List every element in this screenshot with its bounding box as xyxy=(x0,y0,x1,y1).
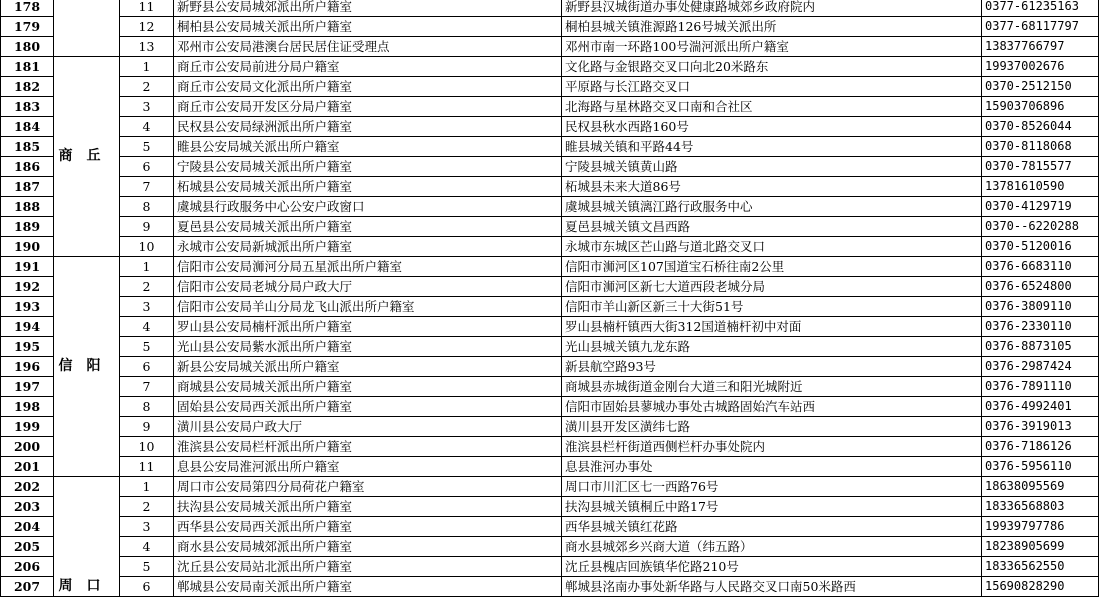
row-number: 200 xyxy=(1,437,54,457)
table-row xyxy=(1,477,1099,497)
office-address: 沈丘县槐店回族镇华佗路210号 xyxy=(562,557,982,577)
city-index: 1 xyxy=(120,257,174,277)
office-phone: 0370-8526044 xyxy=(982,117,1099,137)
city-index: 8 xyxy=(120,397,174,417)
table-row xyxy=(1,497,1099,517)
office-phone: 0370-8118068 xyxy=(982,137,1099,157)
city-index: 9 xyxy=(120,217,174,237)
office-name: 息县公安局淮河派出所户籍室 xyxy=(174,457,562,477)
office-name: 潢川县公安局户政大厅 xyxy=(174,417,562,437)
table-row xyxy=(1,177,1099,197)
row-number: 201 xyxy=(1,457,54,477)
office-address: 信阳市浉河区新七大道西段老城分局 xyxy=(562,277,982,297)
row-number: 193 xyxy=(1,297,54,317)
city-index: 11 xyxy=(120,457,174,477)
city-cell xyxy=(54,0,120,57)
table-row xyxy=(1,157,1099,177)
office-phone: 18336562550 xyxy=(982,557,1099,577)
office-phone: 0376-3919013 xyxy=(982,417,1099,437)
office-address: 宁陵县城关镇黄山路 xyxy=(562,157,982,177)
row-number: 207 xyxy=(1,577,54,597)
office-address: 周口市川汇区七一西路76号 xyxy=(562,477,982,497)
office-phone: 18238905699 xyxy=(982,537,1099,557)
office-phone: 15903706896 xyxy=(982,97,1099,117)
office-address: 夏邑县城关镇文昌西路 xyxy=(562,217,982,237)
office-address: 淮滨县栏杆街道西侧栏杆办事处院内 xyxy=(562,437,982,457)
city-index: 5 xyxy=(120,337,174,357)
office-address: 文化路与金银路交叉口向北20米路东 xyxy=(562,57,982,77)
office-name: 信阳市公安局羊山分局龙飞山派出所户籍室 xyxy=(174,297,562,317)
office-address: 新县航空路93号 xyxy=(562,357,982,377)
office-address: 虞城县城关镇漓江路行政服务中心 xyxy=(562,197,982,217)
office-phone: 0370-7815577 xyxy=(982,157,1099,177)
row-number: 184 xyxy=(1,117,54,137)
row-number: 187 xyxy=(1,177,54,197)
office-phone: 0376-2330110 xyxy=(982,317,1099,337)
row-number: 182 xyxy=(1,77,54,97)
city-index: 4 xyxy=(120,317,174,337)
table-row xyxy=(1,117,1099,137)
office-name: 沈丘县公安局站北派出所户籍室 xyxy=(174,557,562,577)
office-name: 夏邑县公安局城关派出所户籍室 xyxy=(174,217,562,237)
city-index: 6 xyxy=(120,357,174,377)
office-address: 睢县城关镇和平路44号 xyxy=(562,137,982,157)
office-address: 邓州市南一环路100号湍河派出所户籍室 xyxy=(562,37,982,57)
row-number: 188 xyxy=(1,197,54,217)
office-address: 信阳市浉河区107国道宝石桥往南2公里 xyxy=(562,257,982,277)
office-phone: 15690828290 xyxy=(982,577,1099,597)
office-phone: 0376-2987424 xyxy=(982,357,1099,377)
city-index: 2 xyxy=(120,277,174,297)
office-phone: 18638095569 xyxy=(982,477,1099,497)
office-phone: 0376-3809110 xyxy=(982,297,1099,317)
city-cell: 信阳 xyxy=(54,257,120,477)
office-phone: 13837766797 xyxy=(982,37,1099,57)
office-name: 扶沟县公安局城关派出所户籍室 xyxy=(174,497,562,517)
row-number: 178 xyxy=(1,0,54,17)
office-address: 息县淮河办事处 xyxy=(562,457,982,477)
office-phone: 0376-5956110 xyxy=(982,457,1099,477)
table-row xyxy=(1,217,1099,237)
row-number: 181 xyxy=(1,57,54,77)
office-address: 光山县城关镇九龙东路 xyxy=(562,337,982,357)
row-number: 205 xyxy=(1,537,54,557)
table-row xyxy=(1,437,1099,457)
office-name: 固始县公安局西关派出所户籍室 xyxy=(174,397,562,417)
city-index: 5 xyxy=(120,557,174,577)
office-name: 罗山县公安局楠杆派出所户籍室 xyxy=(174,317,562,337)
city-index: 2 xyxy=(120,497,174,517)
office-address: 商城县赤城街道金刚台大道三和阳光城附近 xyxy=(562,377,982,397)
office-address: 北海路与星林路交叉口南和合社区 xyxy=(562,97,982,117)
row-number: 195 xyxy=(1,337,54,357)
table-row xyxy=(1,77,1099,97)
office-phone: 19939797786 xyxy=(982,517,1099,537)
table-row xyxy=(1,357,1099,377)
office-name: 民权县公安局绿洲派出所户籍室 xyxy=(174,117,562,137)
office-name: 商城县公安局城关派出所户籍室 xyxy=(174,377,562,397)
office-name: 睢县公安局城关派出所户籍室 xyxy=(174,137,562,157)
table-row xyxy=(1,237,1099,257)
city-index: 10 xyxy=(120,237,174,257)
office-name: 永城市公安局新城派出所户籍室 xyxy=(174,237,562,257)
office-phone: 0370-4129719 xyxy=(982,197,1099,217)
office-phone: 0370-5120016 xyxy=(982,237,1099,257)
office-address: 民权县秋水西路160号 xyxy=(562,117,982,137)
table-row xyxy=(1,317,1099,337)
city-index: 1 xyxy=(120,57,174,77)
office-phone: 0377-61235163 xyxy=(982,0,1099,17)
office-phone: 0376-8873105 xyxy=(982,337,1099,357)
office-name: 商丘市公安局文化派出所户籍室 xyxy=(174,77,562,97)
office-phone: 0376-7186126 xyxy=(982,437,1099,457)
office-address: 商水县城郊乡兴商大道（纬五路） xyxy=(562,537,982,557)
office-name: 宁陵县公安局城关派出所户籍室 xyxy=(174,157,562,177)
city-index: 13 xyxy=(120,37,174,57)
office-phone: 0376-6683110 xyxy=(982,257,1099,277)
row-number: 204 xyxy=(1,517,54,537)
table-row xyxy=(1,457,1099,477)
row-number: 192 xyxy=(1,277,54,297)
office-phone: 0370--6220288 xyxy=(982,217,1099,237)
office-phone: 0377-68117797 xyxy=(982,17,1099,37)
office-name: 郸城县公安局南关派出所户籍室 xyxy=(174,577,562,597)
city-index: 7 xyxy=(120,177,174,197)
row-number: 199 xyxy=(1,417,54,437)
table-row xyxy=(1,337,1099,357)
city-index: 6 xyxy=(120,577,174,597)
city-index: 3 xyxy=(120,517,174,537)
city-index: 3 xyxy=(120,97,174,117)
city-index: 4 xyxy=(120,117,174,137)
row-number: 206 xyxy=(1,557,54,577)
city-index: 10 xyxy=(120,437,174,457)
office-address: 扶沟县城关镇桐丘中路17号 xyxy=(562,497,982,517)
office-address: 罗山县楠杆镇西大街312国道楠杆初中对面 xyxy=(562,317,982,337)
table-row xyxy=(1,57,1099,77)
row-number: 196 xyxy=(1,357,54,377)
row-number: 198 xyxy=(1,397,54,417)
office-phone: 0370-2512150 xyxy=(982,77,1099,97)
table-row xyxy=(1,297,1099,317)
office-phone: 0376-7891110 xyxy=(982,377,1099,397)
table-row xyxy=(1,417,1099,437)
city-index: 9 xyxy=(120,417,174,437)
office-name: 光山县公安局紫水派出所户籍室 xyxy=(174,337,562,357)
office-phone: 0376-4992401 xyxy=(982,397,1099,417)
row-number: 191 xyxy=(1,257,54,277)
row-number: 183 xyxy=(1,97,54,117)
office-address: 新野县汉城街道办事处健康路城郊乡政府院内 xyxy=(562,0,982,17)
office-phone: 19937002676 xyxy=(982,57,1099,77)
row-number: 202 xyxy=(1,477,54,497)
city-index: 3 xyxy=(120,297,174,317)
office-address: 永城市东城区芒山路与道北路交叉口 xyxy=(562,237,982,257)
city-index: 5 xyxy=(120,137,174,157)
row-number: 189 xyxy=(1,217,54,237)
office-name: 柘城县公安局城关派出所户籍室 xyxy=(174,177,562,197)
office-name: 新县公安局城关派出所户籍室 xyxy=(174,357,562,377)
row-number: 179 xyxy=(1,17,54,37)
row-number: 180 xyxy=(1,37,54,57)
table-row xyxy=(1,577,1099,597)
office-name: 虞城县行政服务中心公安户政窗口 xyxy=(174,197,562,217)
office-name: 商水县公安局城郊派出所户籍室 xyxy=(174,537,562,557)
table-row xyxy=(1,257,1099,277)
office-address: 信阳市羊山新区新三十大街51号 xyxy=(562,297,982,317)
table-row xyxy=(1,17,1099,37)
city-index: 6 xyxy=(120,157,174,177)
city-index: 7 xyxy=(120,377,174,397)
row-number: 185 xyxy=(1,137,54,157)
office-phone: 0376-6524800 xyxy=(982,277,1099,297)
city-index: 4 xyxy=(120,537,174,557)
office-address: 桐柏县城关镇淮源路126号城关派出所 xyxy=(562,17,982,37)
office-phone: 18336568803 xyxy=(982,497,1099,517)
row-number: 186 xyxy=(1,157,54,177)
city-index: 2 xyxy=(120,77,174,97)
office-name: 信阳市公安局老城分局户政大厅 xyxy=(174,277,562,297)
office-name: 西华县公安局西关派出所户籍室 xyxy=(174,517,562,537)
office-name: 邓州市公安局港澳台居民居住证受理点 xyxy=(174,37,562,57)
city-cell: 商丘 xyxy=(54,57,120,257)
office-name: 桐柏县公安局城关派出所户籍室 xyxy=(174,17,562,37)
office-name: 信阳市公安局浉河分局五星派出所户籍室 xyxy=(174,257,562,277)
table-row xyxy=(1,397,1099,417)
office-address: 柘城县未来大道86号 xyxy=(562,177,982,197)
table-row xyxy=(1,97,1099,117)
office-name: 周口市公安局第四分局荷花户籍室 xyxy=(174,477,562,497)
table-row xyxy=(1,137,1099,157)
office-address: 潢川县开发区潢纬七路 xyxy=(562,417,982,437)
table-row xyxy=(1,197,1099,217)
row-number: 197 xyxy=(1,377,54,397)
office-address: 西华县城关镇红花路 xyxy=(562,517,982,537)
table-body xyxy=(1,0,1099,597)
office-name: 商丘市公安局开发区分局户籍室 xyxy=(174,97,562,117)
table-row xyxy=(1,517,1099,537)
office-name: 新野县公安局城郊派出所户籍室 xyxy=(174,0,562,17)
office-phone: 13781610590 xyxy=(982,177,1099,197)
table-row xyxy=(1,377,1099,397)
table-row xyxy=(1,37,1099,57)
table-row xyxy=(1,537,1099,557)
row-number: 194 xyxy=(1,317,54,337)
table-row xyxy=(1,277,1099,297)
table-row xyxy=(1,557,1099,577)
office-address: 平原路与长江路交叉口 xyxy=(562,77,982,97)
office-name: 商丘市公安局前进分局户籍室 xyxy=(174,57,562,77)
row-number: 190 xyxy=(1,237,54,257)
office-name: 淮滨县公安局栏杆派出所户籍室 xyxy=(174,437,562,457)
city-index: 12 xyxy=(120,17,174,37)
row-number: 203 xyxy=(1,497,54,517)
office-address: 郸城县洺南办事处新华路与人民路交叉口南50米路西 xyxy=(562,577,982,597)
city-index: 8 xyxy=(120,197,174,217)
office-address: 信阳市固始县蓼城办事处古城路固始汽车站西 xyxy=(562,397,982,417)
city-index: 1 xyxy=(120,477,174,497)
table-row xyxy=(1,0,1099,17)
city-cell: 周口 xyxy=(54,477,120,597)
city-index: 11 xyxy=(120,0,174,17)
